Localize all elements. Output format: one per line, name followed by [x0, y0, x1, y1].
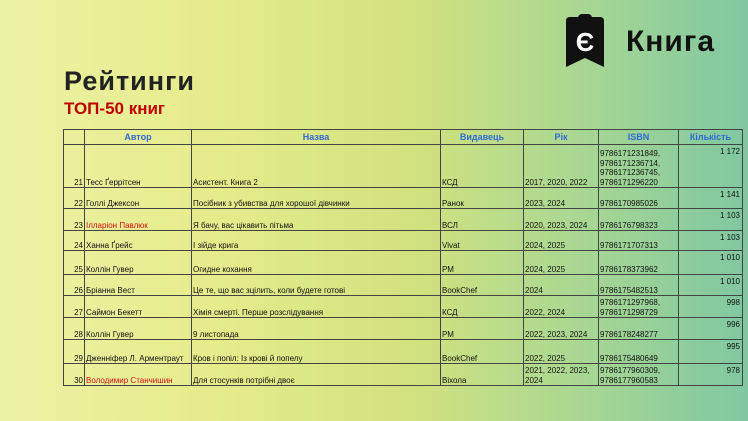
- year-cell: 2022, 2024: [524, 296, 599, 318]
- publisher-cell: РМ: [441, 251, 524, 275]
- year-cell: 2017, 2020, 2022: [524, 145, 599, 188]
- table-row: [64, 251, 743, 275]
- count-cell: 1 103: [679, 209, 743, 231]
- year-cell: 2022, 2025: [524, 340, 599, 364]
- header-isbn: ISBN: [599, 130, 679, 145]
- row-number: 28: [64, 318, 85, 340]
- header-title: Назва: [192, 130, 441, 145]
- row-number: 21: [64, 145, 85, 188]
- isbn-cell: [599, 251, 679, 275]
- row-number: 26: [64, 275, 85, 296]
- table-row: [64, 231, 743, 251]
- row-number: 23: [64, 209, 85, 231]
- table-row: [64, 188, 743, 209]
- book-logo-icon: [556, 13, 614, 71]
- row-number: 25: [64, 251, 85, 275]
- table-row: [64, 296, 743, 318]
- header-rank: [64, 130, 85, 145]
- isbn-cell-line: 9786171236745,: [600, 168, 661, 177]
- table-row: [64, 209, 743, 231]
- title-cell: Це те, що вас зцілить, коли будете готові: [192, 275, 441, 296]
- isbn-cell-line: 9786171231849,: [600, 149, 661, 158]
- year-cell-line: 2024: [525, 375, 543, 385]
- author-cell: Ілларіон Павлюк: [85, 209, 192, 231]
- title-cell: Огидне кохання: [192, 251, 441, 275]
- header-year: Рік: [524, 130, 599, 145]
- count-cell: 998: [679, 296, 743, 318]
- title-cell: Хімія смерті. Перше розслідування: [192, 296, 441, 318]
- isbn-cell-line: 9786171297968,: [600, 298, 661, 307]
- author-cell: Саймон Бекетт: [85, 296, 192, 318]
- isbn-cell-line: 9786175480649: [600, 353, 658, 363]
- table-row: [64, 145, 743, 188]
- year-cell: 2024, 2025: [524, 231, 599, 251]
- title-cell: Я бачу, вас цікавить пітьма: [192, 209, 441, 231]
- title-cell: 9 листопада: [192, 318, 441, 340]
- row-number: 30: [64, 364, 85, 386]
- year-cell: 2020, 2023, 2024: [524, 209, 599, 231]
- isbn-cell-line: 9786171707313: [600, 240, 658, 250]
- isbn-cell-line: 9786171298729: [600, 307, 658, 317]
- table-row: [64, 340, 743, 364]
- count-cell: 1 103: [679, 231, 743, 251]
- publisher-cell: BookChef: [441, 340, 524, 364]
- header-author: Автор: [85, 130, 192, 145]
- table-row: [64, 318, 743, 340]
- isbn-cell-line: 9786170985026: [600, 198, 658, 208]
- publisher-cell: Віхола: [441, 364, 524, 386]
- title-cell: Посібник з убивства для хорошої дівчинки: [192, 188, 441, 209]
- year-cell: 2024: [524, 275, 599, 296]
- author-cell: Тесс Ґеррітсен: [85, 145, 192, 188]
- year-cell: 2023, 2024: [524, 188, 599, 209]
- table-row: [64, 364, 743, 386]
- title-cell: Кров і попіл: Із крові й попелу: [192, 340, 441, 364]
- title-cell: Для стосунків потрібні двоє: [192, 364, 441, 386]
- count-cell: 1 141: [679, 188, 743, 209]
- page-title: Рейтинги: [64, 66, 195, 96]
- isbn-cell: [599, 318, 679, 340]
- isbn-cell-line: 9786178373962: [600, 264, 658, 274]
- count-cell: 995: [679, 340, 743, 364]
- publisher-cell: Vivat: [441, 231, 524, 251]
- row-number: 29: [64, 340, 85, 364]
- publisher-cell: РМ: [441, 318, 524, 340]
- author-cell: Володимир Станчишин: [85, 364, 192, 386]
- author-cell: Коллін Гувер: [85, 318, 192, 340]
- year-cell: [524, 364, 599, 386]
- isbn-cell: [599, 364, 679, 386]
- isbn-cell-line: 9786171236714,: [600, 158, 661, 168]
- title-cell: Асистент. Книга 2: [192, 145, 441, 188]
- isbn-cell: [599, 209, 679, 231]
- header-count: Кількість: [679, 130, 743, 145]
- count-cell: 1 172: [679, 145, 743, 188]
- row-number: 24: [64, 231, 85, 251]
- count-cell: 1 010: [679, 275, 743, 296]
- isbn-cell-line: 9786177960309,: [600, 366, 661, 375]
- isbn-cell-line: 9786171296220: [600, 177, 658, 187]
- count-cell: 996: [679, 318, 743, 340]
- isbn-cell: [599, 231, 679, 251]
- publisher-cell: КСД: [441, 145, 524, 188]
- author-cell: Коллін Гувер: [85, 251, 192, 275]
- isbn-cell: [599, 145, 679, 188]
- isbn-cell-line: 9786178248277: [600, 329, 658, 339]
- count-cell: 1 010: [679, 251, 743, 275]
- author-cell: Ханна Ґрейс: [85, 231, 192, 251]
- isbn-cell-line: 9786175482513: [600, 285, 658, 295]
- author-cell: Дженніфер Л. Арментраут: [85, 340, 192, 364]
- year-cell-line: 2021, 2022, 2023,: [525, 366, 590, 375]
- rating-table: [63, 129, 743, 386]
- isbn-cell: [599, 296, 679, 318]
- logo-letter: Є: [575, 27, 595, 57]
- year-cell: 2022, 2023, 2024: [524, 318, 599, 340]
- table-header-row: [64, 130, 743, 145]
- publisher-cell: ВСЛ: [441, 209, 524, 231]
- year-cell: 2024, 2025: [524, 251, 599, 275]
- author-cell: Бріанна Вест: [85, 275, 192, 296]
- author-cell: Голлі Джексон: [85, 188, 192, 209]
- row-number: 27: [64, 296, 85, 318]
- brand-logo: [556, 13, 715, 71]
- row-number: 22: [64, 188, 85, 209]
- isbn-cell: [599, 188, 679, 209]
- isbn-cell: [599, 275, 679, 296]
- table-row: [64, 275, 743, 296]
- isbn-cell-line: 9786177960583: [600, 375, 658, 385]
- page-subtitle: ТОП-50 книг: [64, 99, 166, 118]
- header-publisher: Видавець: [441, 130, 524, 145]
- title-cell: І зійде крига: [192, 231, 441, 251]
- publisher-cell: Ранок: [441, 188, 524, 209]
- publisher-cell: КСД: [441, 296, 524, 318]
- isbn-cell: [599, 340, 679, 364]
- logo-text: Книга: [626, 25, 716, 58]
- count-cell: 978: [679, 364, 743, 386]
- publisher-cell: BookChef: [441, 275, 524, 296]
- isbn-cell-line: 9786176798323: [600, 220, 658, 230]
